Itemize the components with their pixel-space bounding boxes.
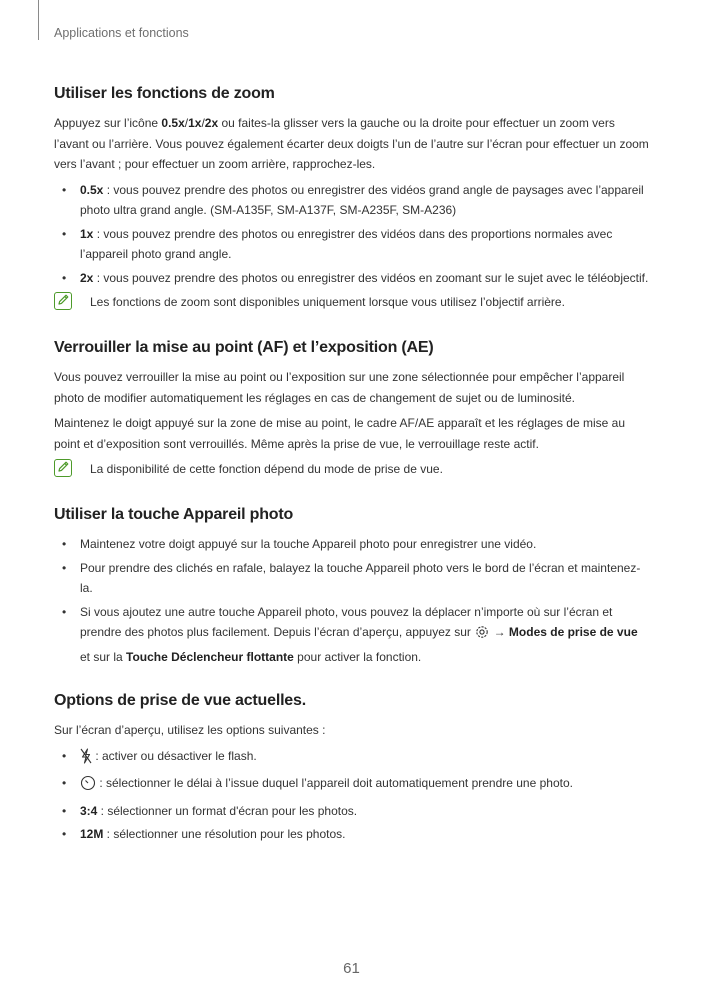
list-item: • 3:4 : sélectionner un format d'écran pour les photos. <box>62 803 358 818</box>
flash-icon <box>80 748 92 771</box>
header-title: Applications et fonctions <box>54 26 189 40</box>
note-pencil-icon <box>54 292 72 310</box>
timer-icon <box>80 775 96 798</box>
gear-icon <box>474 624 490 647</box>
zoom-intro: Appuyez sur l’icône 0.5x/1x/2x ou faites-la glisser vers la gauche ou la droite pour effectuer un zoom vers l’avant ou l’arrière. Vous pouvez également écarter deux doigts l’un de l’autre sur l’écran pour effectuer un zoom vers l’avant ; pour effectuer un zoom arrière, rapprochez-les. <box>54 116 649 171</box>
section-shutter <box>54 505 649 667</box>
section-af-ae <box>54 338 649 481</box>
list-item: • : sélectionner le délai à l’issue duquel l’appareil doit automatiquement prendre une photo. <box>54 773 649 798</box>
section-title-af-ae: Verrouiller la mise au point (AF) et l’exposition (AE) <box>54 339 434 356</box>
options-intro: Sur l’écran d’aperçu, utilisez les options suivantes : <box>54 723 326 737</box>
section-title-options: Options de prise de vue actuelles. <box>54 692 306 709</box>
list-item: • Maintenez votre doigt appuyé sur la touche Appareil photo pour enregistrer une vidéo. <box>62 537 537 551</box>
options-list <box>54 746 649 845</box>
list-item: • 2x : vous pouvez prendre des photos ou enregistrer des vidéos en zoomant sur le sujet avec le téléobjectif. <box>62 270 649 285</box>
list-item: • Pour prendre des clichés en rafale, balayez la touche Appareil photo vers le bord de l’écran et maintenez-la. <box>62 560 641 595</box>
list-item: • Si vous ajoutez une autre touche Appareil photo, vous pouvez la déplacer n’importe où sur l’écran et prendre des photos plus facilement. Depuis l’écran d’aperçu, appuyez sur → Modes de prise de vue et sur la Touche Déclencheur flottante pour activer la fonction. <box>62 604 638 664</box>
list-item: • 1x : vous pouvez prendre des photos ou enregistrer des vidéos dans des proportions normales avec l’appareil photo grand angle. <box>62 226 613 261</box>
note-text: Les fonctions de zoom sont disponibles uniquement lorsque vous utilisez l’objectif arrière. <box>90 295 565 309</box>
af-paragraph-1: Vous pouvez verrouiller la mise au point ou l’exposition sur une zone sélectionnée pour empêcher l’appareil photo de modifier automatiquement les réglages en cas de changement de sujet ou de luminosité. <box>54 370 625 405</box>
header-rule <box>38 0 39 40</box>
list-item: • 0.5x : vous pouvez prendre des photos ou enregistrer des vidéos grand angle de paysages avec l’appareil photo ultra grand angle. (SM-A135F, SM-A137F, SM-A235F, SM-A236) <box>62 182 644 217</box>
list-item: • 12M : sélectionner une résolution pour les photos. <box>62 827 346 841</box>
note-pencil-icon <box>54 459 72 477</box>
zoom-list <box>54 180 649 289</box>
shutter-list <box>54 534 649 667</box>
section-options <box>54 691 649 845</box>
af-paragraph-2: Maintenez le doigt appuyé sur la zone de mise au point, le cadre AF/AE apparaît et les réglages de mise au point et d’exposition sont verrouillés. Même après la prise de vue, le verrouillage reste actif. <box>54 416 626 451</box>
note-zoom <box>54 292 649 314</box>
page-number: 61 <box>343 960 360 977</box>
section-title-zoom: Utiliser les fonctions de zoom <box>54 85 275 102</box>
section-zoom <box>54 84 649 314</box>
list-item: • : activer ou désactiver le flash. <box>54 746 649 771</box>
page-content <box>54 84 649 869</box>
note-af <box>54 459 649 481</box>
note-text: La disponibilité de cette fonction dépend du mode de prise de vue. <box>90 462 443 476</box>
section-title-shutter: Utiliser la touche Appareil photo <box>54 506 294 523</box>
